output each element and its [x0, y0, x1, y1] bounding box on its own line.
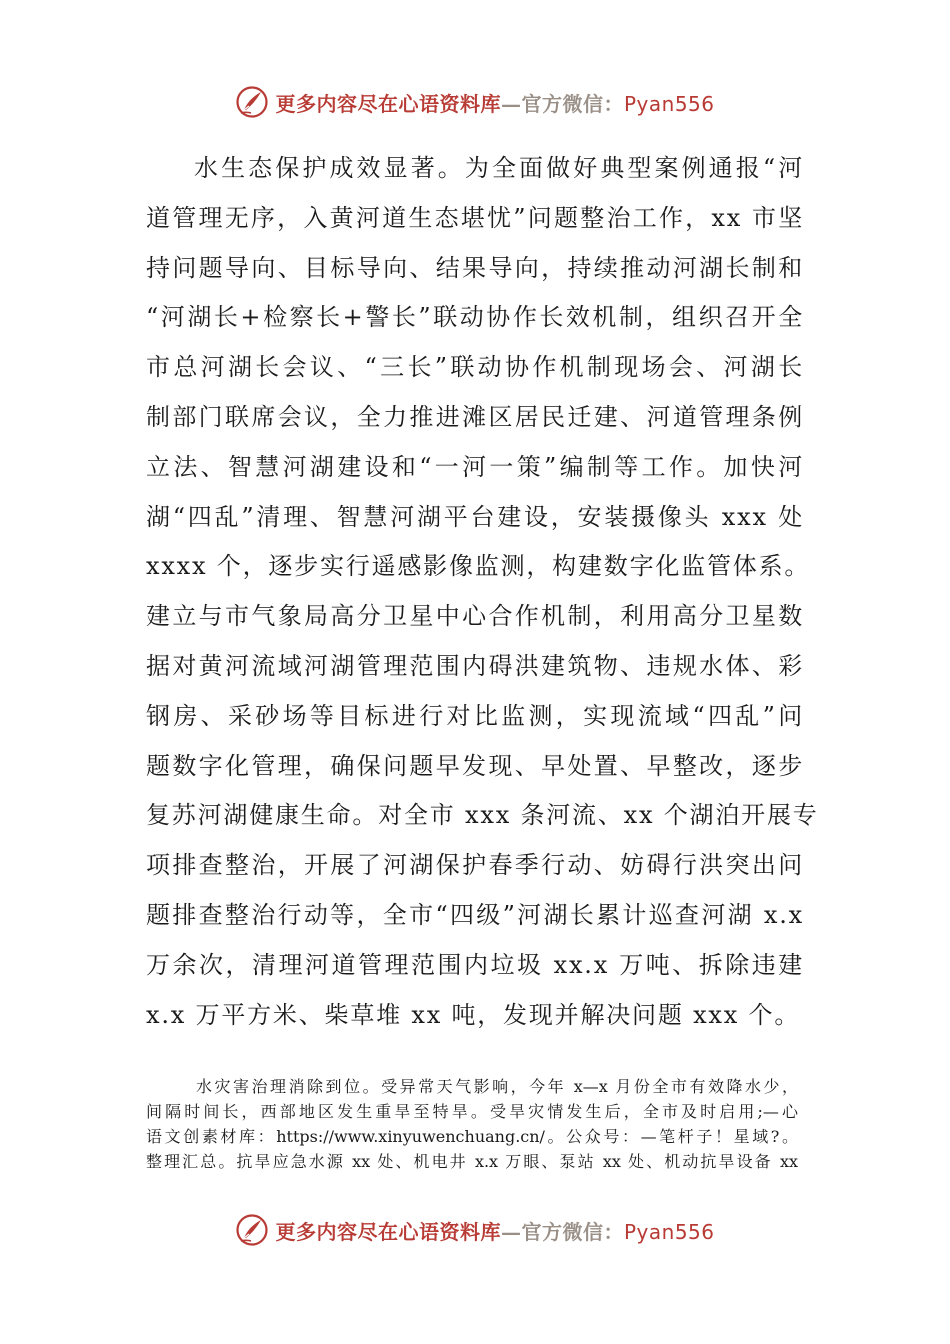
- text-line: 市总河湖长会议、“三长”联动协作机制现场会、河湖长: [146, 353, 804, 382]
- text-line: 道管理无序，入黄河道生态堪忧”问题整治工作，xx 市坚: [146, 203, 804, 232]
- secondary-paragraph: [146, 1074, 798, 1174]
- text-line: 语文创素材库：https://www.xinyuwenchuang.cn/。公众号：—笔杆子！星域?。: [146, 1127, 798, 1146]
- text-line: 万余次，清理河道管理范围内垃圾 xx.x 万吨、拆除违建: [146, 950, 804, 979]
- text-line: 整理汇总。抗旱应急水源 xx 处、机电井 x.x 万眼、泵站 xx 处、机动抗旱设备 xx: [146, 1152, 798, 1171]
- text-line: 题数字化管理，确保问题早发现、早处置、早整改，逐步: [146, 751, 804, 780]
- main-paragraph: [146, 144, 819, 1040]
- banner-dash: —: [500, 1219, 522, 1244]
- text-line: 复苏河湖健康生命。对全市 xxx 条河流、xx 个湖泊开展专: [146, 801, 819, 830]
- text-line: 间隔时间长，西部地区发生重旱至特旱。受旱灾情发生后，全市及时启用;—心: [146, 1102, 798, 1121]
- text-line: “河湖长+检察长+警长”联动协作长效机制，组织召开全: [146, 303, 804, 332]
- banner-label: 官方微信：: [521, 91, 624, 116]
- text-line: 钢房、采砂场等目标进行对比监测，实现流域“四乱”问: [146, 701, 804, 730]
- text-line: 项排查整治，开展了河湖保护春季行动、妨碍行洪突出问: [146, 851, 804, 880]
- text-line: 水生态保护成效显著。为全面做好典型案例通报“河: [194, 154, 804, 182]
- banner-site-text: 更多内容尽在心语资料库: [275, 1219, 501, 1244]
- text-line: 制部门联席会议，全力推进滩区居民迁建、河道管理条例: [146, 402, 804, 431]
- text-line: 题排查整治行动等，全市“四级”河湖长累计巡查河湖 x.x: [146, 900, 804, 929]
- pen-logo-icon: [235, 85, 269, 119]
- text-line: x.x 万平方米、柴草堆 xx 吨，发现并解决问题 xxx 个。: [146, 1000, 801, 1029]
- text-line: 建立与市气象局高分卫星中心合作机制，利用高分卫星数: [146, 602, 804, 631]
- text-line: xxxx 个，逐步实行遥感影像监测，构建数字化监管体系。: [146, 552, 811, 581]
- text-line: 湖“四乱”清理、智慧河湖平台建设，安装摄像头 xxx 处: [146, 502, 804, 531]
- header-banner: [0, 80, 950, 124]
- text-line: 持问题导向、目标导向、结果导向，持续推动河湖长制和: [146, 253, 804, 282]
- footer-banner: [0, 1208, 950, 1252]
- banner-dash: —: [500, 91, 522, 116]
- banner-text: [275, 88, 714, 117]
- banner-label: 官方微信：: [521, 1219, 624, 1244]
- banner-handle: Pyan556: [623, 91, 715, 116]
- text-line: 据对黄河流域河湖管理范围内碍洪建筑物、违规水体、彩: [146, 651, 804, 680]
- pen-logo-icon: [235, 1213, 269, 1247]
- banner-handle: Pyan556: [623, 1219, 715, 1244]
- text-line: 立法、智慧河湖建设和“一河一策”编制等工作。加快河: [146, 452, 804, 481]
- banner-text: [275, 1216, 714, 1245]
- banner-site-text: 更多内容尽在心语资料库: [275, 91, 501, 116]
- text-line: 水灾害治理消除到位。受异常天气影响，今年 x—x 月份全市有效降水少，: [196, 1077, 798, 1096]
